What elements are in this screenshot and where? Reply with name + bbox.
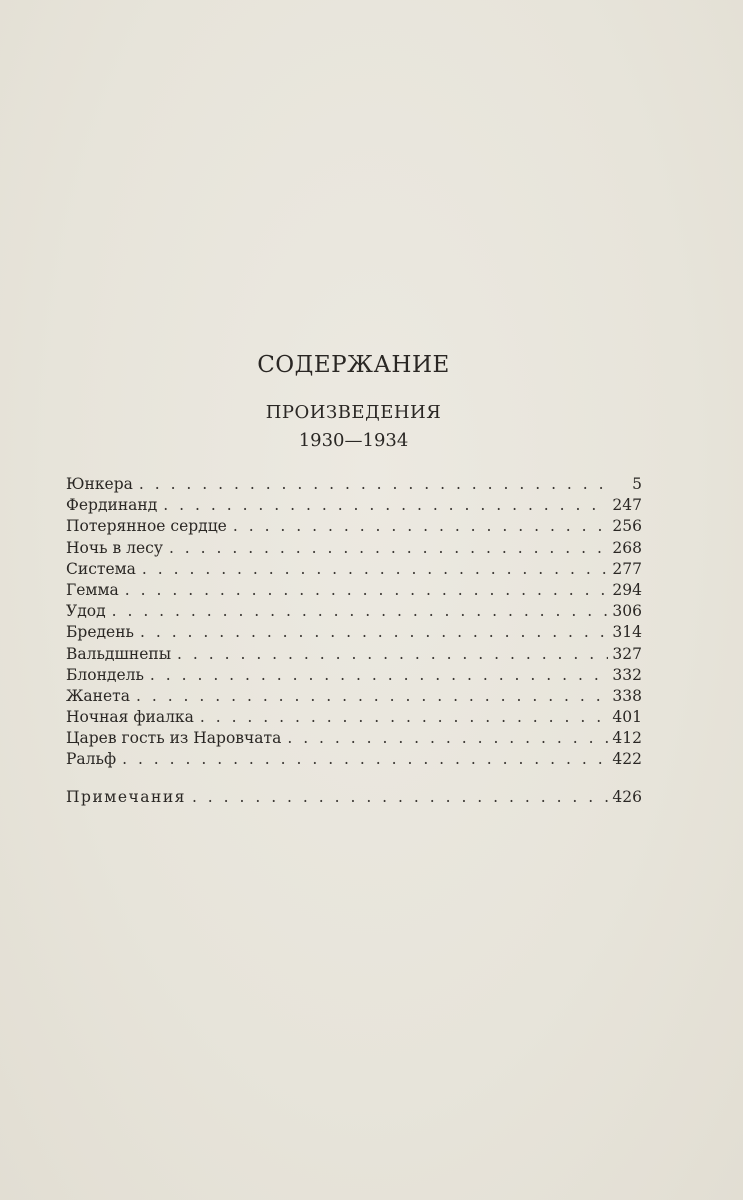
- toc-entry-page: 426: [612, 788, 642, 806]
- toc-entry: [66, 749, 642, 770]
- table-of-contents: [66, 474, 642, 771]
- toc-entry-title: Юнкера: [66, 475, 133, 493]
- toc-entry-page: 314: [612, 623, 642, 642]
- leader-dots: [142, 559, 608, 580]
- toc-entry-title: Бредень: [66, 623, 134, 642]
- toc-entry-title: Ночная фиалка: [66, 708, 194, 727]
- toc-entry-title: Примечания: [66, 788, 186, 806]
- toc-entry-title: Блондель: [66, 665, 144, 684]
- toc-entry: [66, 728, 642, 749]
- leader-dots: [233, 516, 608, 537]
- leader-dots: [150, 665, 608, 686]
- toc-entry-title: Жанета: [66, 686, 130, 705]
- toc-entry-page: 5: [632, 475, 642, 493]
- toc-entry-title: Вальдшнепы: [66, 644, 172, 663]
- toc-entry: [66, 559, 642, 580]
- leader-dots: [136, 686, 608, 707]
- toc-entry-page: 306: [612, 602, 642, 621]
- toc-entry: [66, 538, 642, 559]
- page-title: СОДЕРЖАНИЕ: [257, 352, 450, 378]
- notes-section: [66, 787, 642, 808]
- leader-dots: [140, 622, 608, 643]
- toc-entry-title: Ральф: [66, 750, 117, 769]
- toc-entry-title: Удод: [66, 602, 106, 621]
- toc-entry-title: Потерянное сердце: [66, 517, 227, 536]
- section-title: ПРОИЗВЕДЕНИЯ: [265, 402, 442, 423]
- toc-entry: [66, 686, 642, 707]
- toc-entry-title: Царев гость из Наровчата: [66, 729, 282, 748]
- toc-entry-page: 327: [612, 644, 642, 663]
- toc-entry-page: 256: [612, 517, 642, 536]
- toc-entry-page: 247: [612, 496, 642, 515]
- toc-entry-page: 332: [612, 665, 642, 684]
- leader-dots: [139, 474, 608, 495]
- leader-dots: [125, 580, 608, 601]
- toc-entry-page: 338: [612, 686, 642, 705]
- toc-entry-notes: [66, 787, 642, 808]
- leader-dots: [122, 749, 608, 770]
- leader-dots: [169, 538, 608, 559]
- toc-entry-title: Ночь в лесу: [66, 538, 163, 557]
- toc-entry-page: 401: [612, 708, 642, 727]
- toc-entry-title: Фердинанд: [66, 496, 158, 515]
- toc-entry-page: 294: [612, 580, 642, 599]
- toc-entry: [66, 665, 642, 686]
- leader-dots: [163, 495, 608, 516]
- toc-entry: [66, 707, 642, 728]
- toc-entry-title: Гемма: [66, 580, 119, 599]
- toc-entry: [66, 622, 642, 643]
- leader-dots: [112, 601, 608, 622]
- toc-entry-page: 268: [612, 538, 642, 557]
- toc-entry: [66, 644, 642, 665]
- toc-entry-title: Система: [66, 559, 136, 578]
- section-years: 1930—1934: [298, 430, 409, 451]
- toc-entry: [66, 601, 642, 622]
- leader-dots: [200, 707, 608, 728]
- leader-dots: [177, 644, 608, 665]
- toc-entry: [66, 580, 642, 601]
- leader-dots: [192, 787, 608, 808]
- toc-entry-page: 422: [612, 750, 642, 769]
- toc-entry: [66, 474, 642, 495]
- toc-entry-page: 277: [612, 559, 642, 578]
- toc-entry: [66, 516, 642, 537]
- toc-entry-page: 412: [612, 729, 642, 748]
- leader-dots: [287, 728, 608, 749]
- toc-entry: [66, 495, 642, 516]
